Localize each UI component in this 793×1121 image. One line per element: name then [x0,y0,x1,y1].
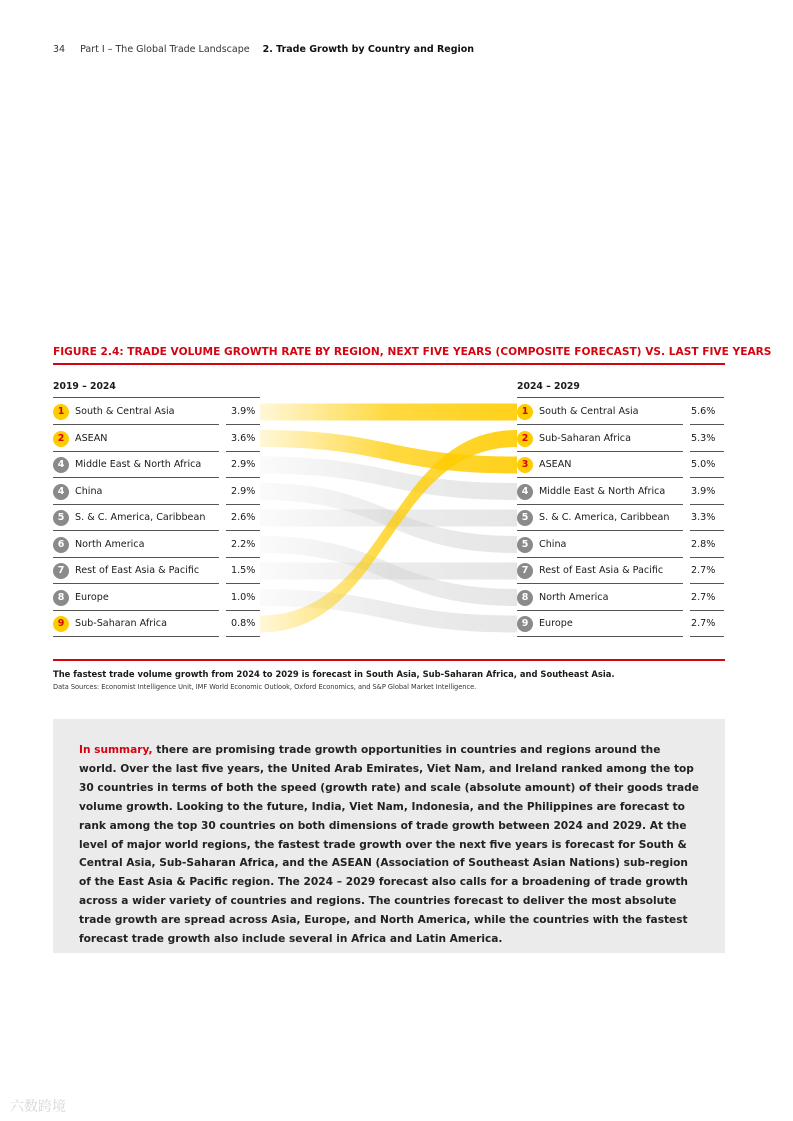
left-region-row [53,399,260,425]
region-name: ASEAN [75,432,108,444]
region-name: Middle East & North Africa [539,485,666,497]
growth-rate-value: 5.3% [691,432,716,444]
region-name: S. & C. America, Caribbean [539,512,670,523]
region-name: China [539,538,567,550]
left-region-row [53,505,260,531]
growth-rate-value: 2.9% [231,485,256,497]
growth-rate-value: 2.6% [231,512,256,523]
growth-rate-value: 5.6% [691,406,716,417]
growth-rate-value: 1.5% [231,565,256,576]
left-column-header: 2019 – 2024 [53,381,116,392]
region-name: Middle East & North Africa [75,459,202,470]
figure-caption: The fastest trade volume growth from 2024 to 2029 is forecast in South Asia, Sub-Saharan Africa, and Southeast Asia. [53,669,615,679]
left-region-row [53,452,260,478]
region-name: South & Central Asia [75,406,175,417]
right-region-row [517,479,724,505]
flow-band [260,563,517,580]
right-region-row [517,585,724,611]
rank-badge: 2 [53,431,69,447]
row-divider [53,636,219,637]
rank-badge: 7 [53,563,69,579]
page-number: 34 [53,44,66,55]
rank-badge: 9 [517,616,533,632]
figure-sources: Data Sources: Economist Intelligence Unit, IMF World Economic Outlook, Oxford Economics, and S&P Global Market Intelligence. [53,683,477,691]
growth-rate-value: 0.8% [231,618,256,629]
rank-badge: 8 [517,590,533,606]
figure-title: FIGURE 2.4: TRADE VOLUME GROWTH RATE BY REGION, NEXT FIVE YEARS (COMPOSITE FORECAST) VS. LAST FIVE YEARS [53,346,772,358]
right-region-row [517,532,724,558]
region-name: ASEAN [539,459,572,470]
region-name: Europe [539,618,573,629]
region-name: North America [75,538,145,550]
growth-rate-value: 2.2% [231,538,256,550]
region-name: Rest of East Asia & Pacific [539,565,664,576]
rank-badge: 4 [517,484,533,500]
right-region-row [517,505,724,531]
rank-badge: 4 [53,457,69,473]
region-name: Rest of East Asia & Pacific [75,565,200,576]
right-column-header: 2024 – 2029 [517,381,580,392]
right-region-row [517,558,724,584]
growth-rate-value: 2.8% [691,538,716,550]
growth-rate-value: 3.6% [231,432,256,444]
summary-box [53,719,725,953]
growth-rate-value: 2.7% [691,565,716,576]
value-divider [226,636,260,637]
rank-badge: 5 [517,510,533,526]
left-region-row [53,611,260,637]
growth-rate-value: 3.9% [691,485,716,497]
right-region-row [517,399,724,425]
right-region-row [517,426,724,452]
growth-rate-value: 3.9% [231,406,256,417]
summary-body: there are promising trade growth opportunities in countries and regions around the world. Over the last five years, the United Arab Emirates, Viet Nam, and Ireland ranked among the top 30 countries in terms of both the speed (growth rate) and scale (absolute amount) of their goods trade volume growth. Looking to the future, India, Viet Nam, Indonesia, and the Philippines are forecast to rank among the top 30 countries on both dimensions of trade growth between 2024 and 2029. At the level of major world regions, the fastest trade growth over the next five years is forecast for South & Central Asia, Sub-Saharan Africa, and the ASEAN (Association of Southeast Asian Nations) sub-region of the East Asia & Pacific region. The 2024 – 2029 forecast also calls for a broadening of trade growth across a wider variety of countries and regions. The countries forecast to deliver the most absolute trade growth are spread across Asia, Europe, and North America, while the countries with the fastest forecast trade growth also include several in Africa and Latin America. [79,744,699,946]
region-name: China [75,485,103,497]
rank-badge: 1 [517,404,533,420]
section-title: 2. Trade Growth by Country and Region [262,44,475,55]
summary-paragraph [79,741,699,949]
region-name: S. & C. America, Caribbean [75,512,206,523]
rank-badge: 5 [53,510,69,526]
rank-badge: 6 [53,537,69,553]
growth-rate-value: 2.7% [691,591,716,603]
growth-rate-value: 2.7% [691,618,716,629]
growth-rate-value: 1.0% [231,591,256,603]
left-region-row [53,532,260,558]
rank-badge: 7 [517,563,533,579]
highlight-flow-band [260,404,517,421]
region-name: Sub-Saharan Africa [75,618,167,629]
rank-badge: 8 [53,590,69,606]
value-divider [690,636,724,637]
growth-rate-value: 5.0% [691,459,716,470]
rank-badge: 9 [53,616,69,632]
region-name: North America [539,591,609,603]
region-name: Sub-Saharan Africa [539,432,631,444]
right-region-row [517,611,724,637]
left-region-row [53,558,260,584]
left-region-row [53,585,260,611]
part-title: Part I – The Global Trade Landscape [80,44,250,55]
growth-rate-value: 2.9% [231,459,256,470]
summary-lead: In summary, [79,744,153,756]
region-name: South & Central Asia [539,406,639,417]
rank-badge: 3 [517,457,533,473]
rank-badge: 4 [53,484,69,500]
figure-bottom-rule [53,659,725,661]
rank-badge: 1 [53,404,69,420]
region-name: Europe [75,591,109,603]
left-region-row [53,426,260,452]
row-divider [517,636,683,637]
left-region-row [53,479,260,505]
watermark-logo: 六数跨境 [10,1099,66,1115]
right-region-row [517,452,724,478]
rank-badge: 2 [517,431,533,447]
growth-rate-value: 3.3% [691,512,716,523]
rank-badge: 5 [517,537,533,553]
